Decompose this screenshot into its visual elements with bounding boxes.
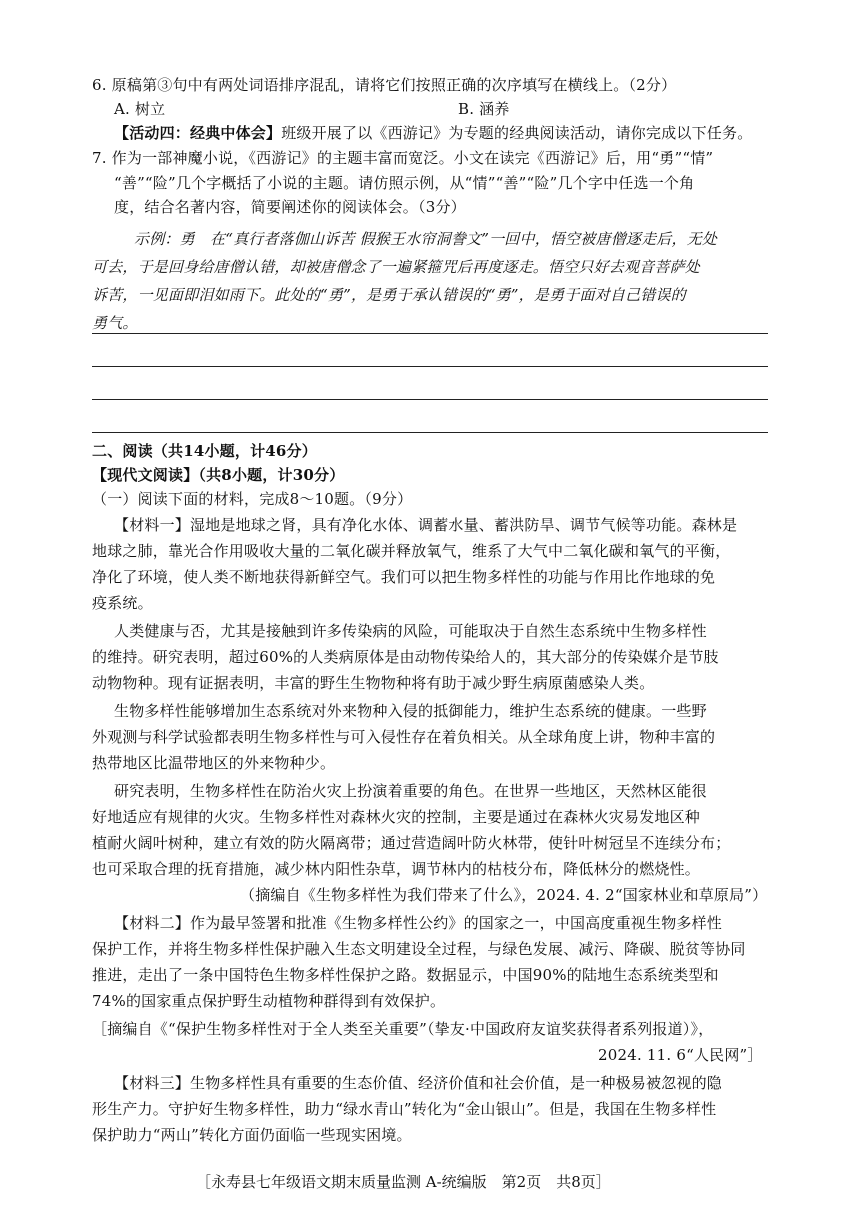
- question-6-option-a: A. 树立: [114, 100, 166, 118]
- answer-line-2[interactable]: [92, 366, 768, 367]
- modern-reading-heading: 【现代文阅读】（共8小题，计30分）: [92, 466, 345, 484]
- material-3-line-3: 保护助力“两山”转化方面仍面临一些现实困境。: [92, 1126, 412, 1144]
- material-1-p3-line-2: 外观测与科学试验都表明生物多样性与可入侵性存在着负相关。从全球角度上讲，物种丰富的: [92, 728, 716, 746]
- material-3-line-1: 【材料三】生物多样性具有重要的生态价值、经济价值和社会价值，是一种极易被忽视的隐: [114, 1074, 723, 1092]
- section-2-title: 二、阅读（共14小题，计46分）: [92, 442, 317, 460]
- material-1-p2-line-1: 人类健康与否，尤其是接触到许多传染病的风险，可能取决于自然生态系统中生物多样性: [114, 622, 707, 640]
- part-1-instruction: （一）阅读下面的材料，完成8～10题。（9分）: [92, 490, 413, 508]
- question-7-line-1: 7. 作为一部神魔小说，《西游记》的主题丰富而宽泛。小文在读完《西游记》后，用“勇”“情”: [92, 149, 714, 167]
- material-1-p1-line-3: 净化了环境，使人类不断地获得新鲜空气。我们可以把生物多样性的功能与作用比作地球的免: [92, 568, 716, 586]
- material-1-p2-line-2: 的维持。研究表明，超过60%的人类病原体是由动物传染给人的，其大部分的传染媒介是节肢: [92, 648, 719, 666]
- material-3-line-2: 形生产力。守护好生物多样性，助力“绿水青山”转化为“金山银山”。但是，我国在生物多样性: [92, 1100, 717, 1118]
- material-1-p4-line-4: 也可采取合理的抚育措施，减少林内阳性杂草，调节林内的枯枝分布，降低林分的燃烧性。: [92, 860, 701, 878]
- material-2-source-2: 2024. 11. 6“人民网”］: [598, 1046, 763, 1064]
- question-7-example-3: 诉苦，一见面即泪如雨下。此处的“勇”，是勇于承认错误的“勇”，是勇于面对自己错误的: [92, 286, 686, 304]
- material-2-line-4: 74%的国家重点保护野生动植物种群得到有效保护。: [92, 992, 446, 1010]
- material-1-p1-line-2: 地球之肺，靠光合作用吸收大量的二氧化碳并释放氧气，维系了大气中二氧化碳和氧气的平衡，: [92, 542, 731, 560]
- material-2-source-1: ［摘编自《“保护生物多样性对于全人类至关重要”（挚友·中国政府友谊奖获得者系列报道）》，: [92, 1020, 714, 1038]
- activity-4-intro: [114, 122, 752, 144]
- question-6-option-b: B. 涵养: [458, 100, 510, 118]
- material-1-p4-line-2: 好地适应有规律的火灾。生物多样性对森林火灾的控制，主要是通过在森林火灾易发地区种: [92, 808, 701, 826]
- material-1-p4-line-1: 研究表明，生物多样性在防治火灾上扮演着重要的角色。在世界一些地区，天然林区能很: [114, 782, 707, 800]
- question-7-example-2: 可去，于是回身给唐僧认错，却被唐僧念了一遍紧箍咒后再度逐走。悟空只好去观音菩萨处: [92, 258, 701, 276]
- question-7-example-4: 勇气。: [92, 314, 138, 332]
- material-1-source: （摘编自《生物多样性为我们带来了什么》，2024. 4. 2“国家林业和草原局”）: [240, 886, 768, 904]
- activity-4-label: 【活动四：经典中体会】: [114, 124, 282, 142]
- material-2-line-2: 保护工作，并将生物多样性保护融入生态文明建设全过程，与绿色发展、减污、降碳、脱贫等协同: [92, 940, 746, 958]
- material-1-p1-line-1: [114, 514, 737, 536]
- material-1-p3-line-3: 热带地区比温带地区的外来物种少。: [92, 754, 336, 772]
- question-7-example-1: 示例：勇 在“真行者落伽山诉苦 假猴王水帘洞誊文”一回中，悟空被唐僧逐走后，无处: [134, 230, 718, 248]
- answer-line-4[interactable]: [92, 432, 768, 433]
- material-1-p1-text: 【材料一】湿地是地球之肾，具有净化水体、调蓄水量、蓄洪防旱、调节气候等功能。森林是: [114, 516, 738, 534]
- material-1-p4-line-3: 植耐火阔叶树种，建立有效的防火隔离带；通过营造阔叶防火林带，使针叶树冠呈不连续分布；: [92, 834, 731, 852]
- material-1-p3-line-1: 生物多样性能够增加生态系统对外来物种入侵的抵御能力，维护生态系统的健康。一些野: [114, 702, 707, 720]
- question-7-line-3: 度，结合名著内容，简要阐述你的阅读体会。（3分）: [114, 198, 466, 216]
- material-2-line-3: 推进，走出了一条中国特色生物多样性保护之路。数据显示，中国90%的陆地生态系统类型和: [92, 966, 719, 984]
- answer-line-1[interactable]: [92, 333, 768, 334]
- page-footer: ［永寿县七年级语文期末质量监测 A-统编版 第2页 共8页］: [196, 1173, 611, 1191]
- material-1-p1-line-4: 疫系统。: [92, 594, 153, 612]
- material-2-line-1: 【材料二】作为最早签署和批准《生物多样性公约》的国家之一，中国高度重视生物多样性: [114, 914, 723, 932]
- activity-4-text: 班级开展了以《西游记》为专题的经典阅读活动，请你完成以下任务。: [281, 124, 753, 142]
- question-6-stem: 6. 原稿第③句中有两处词语排序混乱，请将它们按照正确的次序填写在横线上。（2分）: [92, 76, 677, 94]
- material-1-p2-line-3: 动物物种。现有证据表明，丰富的野生生物物种将有助于减少野生病原菌感染人类。: [92, 674, 655, 692]
- answer-line-3[interactable]: [92, 399, 768, 400]
- question-7-line-2: “善”“险”几个字概括了小说的主题。请仿照示例，从“情”“善”“险”几个字中任选一个角: [114, 174, 695, 192]
